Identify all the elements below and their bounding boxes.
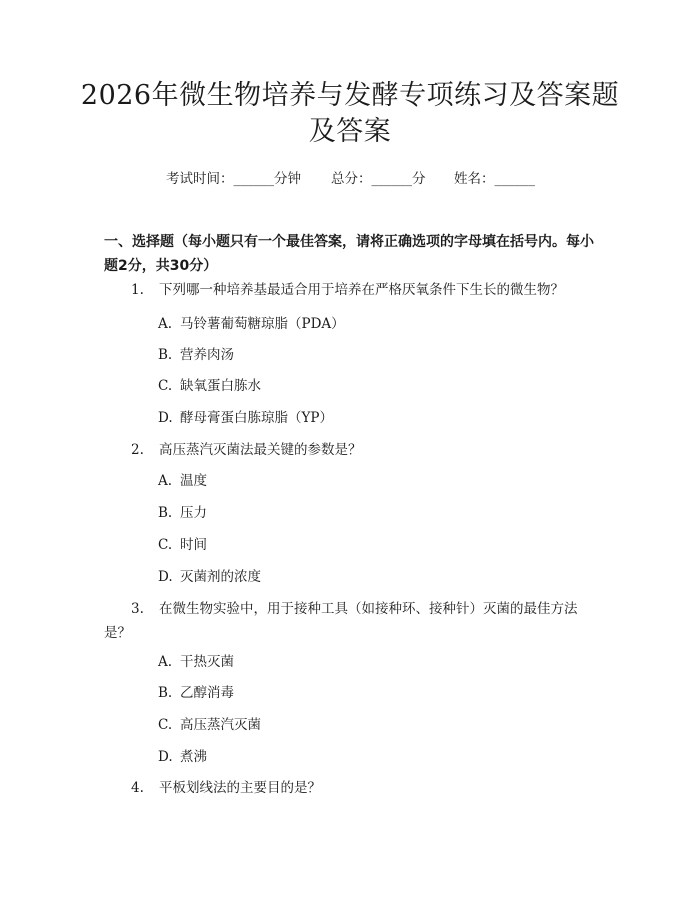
option-letter: C. — [158, 717, 173, 733]
option-3d — [158, 747, 207, 767]
option-letter: D. — [158, 410, 173, 426]
option-1c — [158, 376, 261, 396]
option-text: 马铃薯葡萄糖琼脂（PDA） — [180, 316, 345, 332]
question-4 — [131, 776, 321, 800]
exam-time-field: 考试时间：______分钟 — [166, 171, 301, 187]
option-text: 缺氧蛋白胨水 — [180, 378, 261, 394]
option-letter: D. — [158, 569, 173, 585]
option-text: 高压蒸汽灭菌 — [180, 717, 261, 733]
option-text: 灭菌剂的浓度 — [180, 569, 261, 585]
option-3b — [158, 683, 234, 703]
question-number: 4. — [131, 780, 144, 796]
option-1b — [158, 345, 234, 365]
option-3a — [158, 652, 234, 672]
option-letter: B. — [158, 505, 173, 521]
question-number: 1. — [131, 282, 144, 298]
option-letter: A. — [158, 473, 173, 489]
total-score-field: 总分：______分 — [331, 171, 426, 187]
option-text: 时间 — [180, 537, 207, 553]
question-text: 高压蒸汽灭菌法最关键的参数是？ — [159, 442, 362, 458]
option-2b — [158, 503, 207, 523]
question-3 — [104, 597, 600, 645]
question-2 — [131, 438, 362, 462]
option-text: 压力 — [180, 505, 207, 521]
option-text: 营养肉汤 — [180, 347, 234, 363]
question-number: 3. — [131, 601, 144, 617]
option-letter: C. — [158, 378, 173, 394]
question-text: 在微生物实验中，用于接种工具（如接种环、接种针）灭菌的最佳方法是？ — [104, 601, 578, 641]
option-letter: B. — [158, 347, 173, 363]
name-field: 姓名：______ — [454, 171, 535, 187]
option-letter: D. — [158, 749, 173, 765]
option-text: 干热灭菌 — [180, 654, 234, 670]
option-text: 煮沸 — [180, 749, 207, 765]
option-1a — [158, 314, 345, 334]
option-letter: A. — [158, 316, 173, 332]
section-heading: 一、选择题（每小题只有一个最佳答案，请将正确选项的字母填在括号内。每小题2分，共30分） — [104, 234, 594, 274]
question-1 — [131, 278, 564, 302]
option-2c — [158, 535, 207, 555]
question-text: 下列哪一种培养基最适合用于培养在严格厌氧条件下生长的微生物？ — [159, 282, 564, 298]
question-number: 2. — [131, 442, 144, 458]
option-text: 酵母膏蛋白胨琼脂（YP） — [180, 410, 333, 426]
option-1d — [158, 408, 333, 428]
option-2d — [158, 567, 261, 587]
option-letter: B. — [158, 685, 173, 701]
document-title: 2026年微生物培养与发酵专项练习及答案题及答案 — [80, 80, 620, 147]
option-letter: A. — [158, 654, 173, 670]
option-2a — [158, 471, 207, 491]
option-text: 乙醇消毒 — [180, 685, 234, 701]
option-3c — [158, 715, 261, 735]
option-letter: C. — [158, 537, 173, 553]
option-text: 温度 — [180, 473, 207, 489]
question-text: 平板划线法的主要目的是？ — [159, 780, 321, 796]
